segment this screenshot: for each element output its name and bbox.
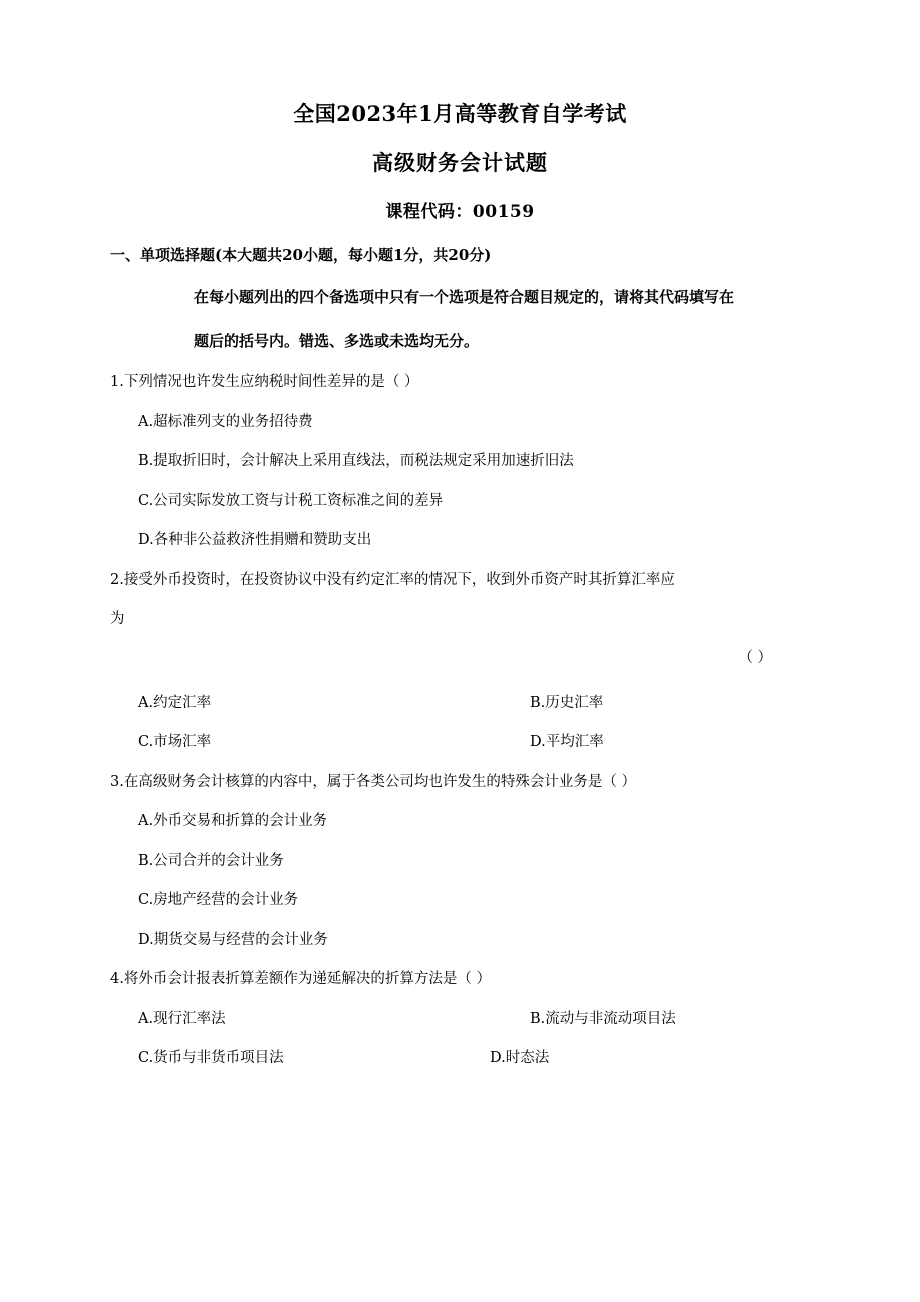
question-option: D.时态法 <box>490 1050 550 1067</box>
page-title-subject: 高级财务会计试题 <box>372 150 548 176</box>
page-title-course-code: 课程代码：00159 <box>385 201 535 222</box>
question-option: A.约定汇率 <box>138 694 212 711</box>
question-option: C.市场汇率 <box>138 734 212 751</box>
question-option: C.房地产经营的会计业务 <box>138 892 299 909</box>
question-option-row <box>110 692 810 714</box>
question-stem: 3.在高级财务会计核算的内容中，属于各类公司均也许发生的特殊会计业务是（ ） <box>110 773 636 790</box>
question-option: A.外币交易和折算的会计业务 <box>138 813 328 830</box>
question-option-row <box>110 731 810 753</box>
question-option: D.各种非公益救济性捐赠和赞助支出 <box>138 532 372 549</box>
question-option: B.历史汇率 <box>530 694 604 711</box>
question-option: A.超标准列支的业务招待费 <box>138 413 313 430</box>
section-one-instruction-line2: 题后的括号内。错选、多选或未选均无分。 <box>194 332 480 351</box>
question-option: D.期货交易与经营的会计业务 <box>138 931 328 948</box>
question-option: C.公司实际发放工资与计税工资标准之间的差异 <box>138 492 444 509</box>
question-stem: 4.将外币会计报表折算差额作为递延解决的折算方法是（ ） <box>110 971 491 988</box>
section-one-title: 一、单项选择题(本大题共20小题，每小题1分，共20分) <box>110 245 492 264</box>
page-title-main: 全国2023年1月高等教育自学考试 <box>293 101 627 126</box>
question-option-row <box>110 1047 810 1069</box>
question-stem: 2.接受外币投资时，在投资协议中没有约定汇率的情况下，收到外币资产时其折算汇率应 <box>110 571 675 588</box>
question-option: C.货币与非货币项目法 <box>138 1050 284 1067</box>
question-option: B.提取折旧时，会计解决上采用直线法，而税法规定采用加速折旧法 <box>138 453 574 470</box>
question-option: B.公司合并的会计业务 <box>138 852 284 869</box>
question-option: B.流动与非流动项目法 <box>530 1010 676 1027</box>
question-stem: 1.下列情况也许发生应纳税时间性差异的是（ ） <box>110 374 419 391</box>
question-answer-brackets: （ ） <box>738 650 772 667</box>
question-option: A.现行汇率法 <box>138 1010 226 1027</box>
question-stem-continuation: 为 <box>110 611 125 627</box>
section-one-instruction-line1: 在每小题列出的四个备选项中只有一个选项是符合题目规定的，请将其代码填写在 <box>194 287 735 306</box>
question-option-row <box>110 1008 810 1030</box>
question-option: D.平均汇率 <box>530 734 604 751</box>
